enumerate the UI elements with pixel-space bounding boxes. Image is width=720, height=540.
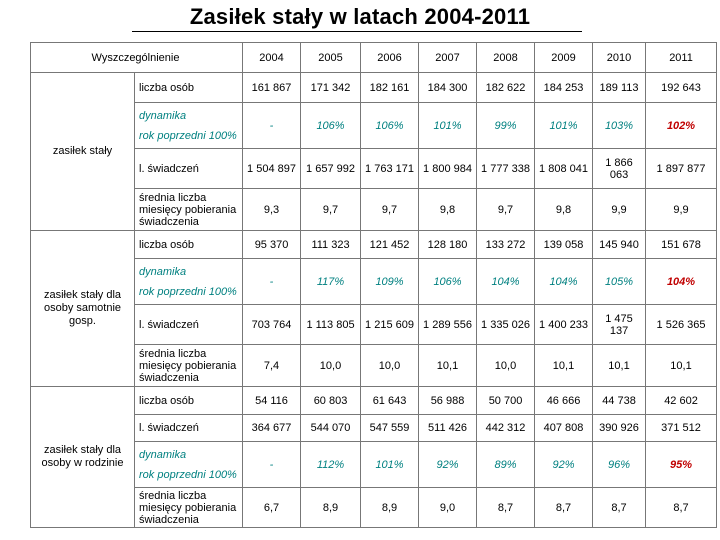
measure-label: l. świadczeń [135, 415, 243, 442]
measure-label: średnia liczba miesięcy pobierania świadczenia [135, 488, 243, 528]
year-header: 2009 [535, 43, 593, 73]
year-header: 2006 [361, 43, 419, 73]
table-cell: 92% [535, 442, 593, 488]
table-cell: 10,0 [301, 345, 361, 387]
table-cell: 1 215 609 [361, 305, 419, 345]
year-header: 2005 [301, 43, 361, 73]
table-cell: 99% [477, 103, 535, 149]
table-cell: 151 678 [646, 231, 717, 259]
measure-label [135, 103, 243, 149]
table-cell: 8,9 [361, 488, 419, 528]
table-cell: 8,7 [477, 488, 535, 528]
table-cell: 9,8 [535, 189, 593, 231]
table-cell: 103% [593, 103, 646, 149]
table-cell: 8,7 [593, 488, 646, 528]
table-cell: 95 370 [243, 231, 301, 259]
table-cell: 390 926 [593, 415, 646, 442]
table-cell: 105% [593, 259, 646, 305]
table-cell: 1 657 992 [301, 149, 361, 189]
table-cell: 104% [535, 259, 593, 305]
table-cell: 56 988 [419, 387, 477, 415]
table-cell: 184 300 [419, 73, 477, 103]
header-label: Wyszczególnienie [31, 43, 243, 73]
measure-label: l. świadczeń [135, 149, 243, 189]
table-row [31, 231, 717, 259]
table-cell: - [243, 442, 301, 488]
table-cell: 9,9 [593, 189, 646, 231]
table-cell: 121 452 [361, 231, 419, 259]
measure-label: średnia liczba miesięcy pobierania świadczenia [135, 345, 243, 387]
table-cell: 182 622 [477, 73, 535, 103]
dynamika-basis-label: rok poprzedni 100% [139, 129, 237, 142]
table-cell: 192 643 [646, 73, 717, 103]
table-cell: 184 253 [535, 73, 593, 103]
table-cell: 1 777 338 [477, 149, 535, 189]
table-cell: 9,7 [301, 189, 361, 231]
table-cell: 544 070 [301, 415, 361, 442]
table-cell: 106% [419, 259, 477, 305]
group-label: zasiłek stały dla osoby w rodzinie [31, 387, 135, 528]
table-cell: 1 866 063 [593, 149, 646, 189]
table-cell: 407 808 [535, 415, 593, 442]
table-cell: 1 475 137 [593, 305, 646, 345]
table-cell: 1 808 041 [535, 149, 593, 189]
table-cell: 364 677 [243, 415, 301, 442]
table-cell: 61 643 [361, 387, 419, 415]
table-cell: - [243, 103, 301, 149]
table-cell: 106% [301, 103, 361, 149]
table-cell: 104% [646, 259, 717, 305]
table-cell: 9,0 [419, 488, 477, 528]
year-header: 2007 [419, 43, 477, 73]
table-cell: 371 512 [646, 415, 717, 442]
year-header: 2004 [243, 43, 301, 73]
measure-label: liczba osób [135, 387, 243, 415]
table-cell: 92% [419, 442, 477, 488]
table-cell: 133 272 [477, 231, 535, 259]
table-cell: 9,7 [361, 189, 419, 231]
dynamika-label: dynamika [139, 109, 187, 122]
table-cell: 104% [477, 259, 535, 305]
table-cell: 1 897 877 [646, 149, 717, 189]
table-cell: 1 400 233 [535, 305, 593, 345]
group-label: zasiłek stały dla osoby samotnie gosp. [31, 231, 135, 387]
table-cell: 8,7 [535, 488, 593, 528]
dynamika-basis-label: rok poprzedni 100% [139, 468, 237, 481]
table-cell: 102% [646, 103, 717, 149]
table-cell: 182 161 [361, 73, 419, 103]
table-row [31, 73, 717, 103]
table-cell: 109% [361, 259, 419, 305]
measure-label: liczba osób [135, 73, 243, 103]
table-cell: 106% [361, 103, 419, 149]
group-label: zasiłek stały [31, 73, 135, 231]
table-cell: 703 764 [243, 305, 301, 345]
table-cell: 1 335 026 [477, 305, 535, 345]
table-cell: 1 800 984 [419, 149, 477, 189]
table-cell: 60 803 [301, 387, 361, 415]
table-cell: 10,0 [361, 345, 419, 387]
table-cell: 10,1 [535, 345, 593, 387]
dynamika-label: dynamika [139, 265, 187, 278]
table-cell: 10,1 [593, 345, 646, 387]
table-cell: 6,7 [243, 488, 301, 528]
table-cell: 161 867 [243, 73, 301, 103]
table-cell: 42 602 [646, 387, 717, 415]
table-cell: 9,7 [477, 189, 535, 231]
table-cell: 117% [301, 259, 361, 305]
table-cell: 511 426 [419, 415, 477, 442]
table-cell: 101% [419, 103, 477, 149]
table-cell: 9,8 [419, 189, 477, 231]
table-cell: 442 312 [477, 415, 535, 442]
table-cell: 9,9 [646, 189, 717, 231]
table-cell: 10,1 [419, 345, 477, 387]
year-header: 2008 [477, 43, 535, 73]
measure-label [135, 259, 243, 305]
table-cell: 547 559 [361, 415, 419, 442]
table-cell: 101% [535, 103, 593, 149]
table-cell: 10,0 [477, 345, 535, 387]
table-cell: 8,9 [301, 488, 361, 528]
header-row [31, 43, 717, 73]
table-cell: 50 700 [477, 387, 535, 415]
table-cell: 111 323 [301, 231, 361, 259]
table-cell: 139 058 [535, 231, 593, 259]
page-title: Zasiłek stały w latach 2004-2011 [189, 4, 531, 29]
table-cell: 1 289 556 [419, 305, 477, 345]
measure-label [135, 442, 243, 488]
table-cell: 1 113 805 [301, 305, 361, 345]
table-cell: 189 113 [593, 73, 646, 103]
table-cell: 1 504 897 [243, 149, 301, 189]
year-header: 2011 [646, 43, 717, 73]
measure-label: średnia liczba miesięcy pobierania świadczenia [135, 189, 243, 231]
table-cell: 7,4 [243, 345, 301, 387]
table-cell: 44 738 [593, 387, 646, 415]
table-cell: 9,3 [243, 189, 301, 231]
table-cell: 8,7 [646, 488, 717, 528]
dynamika-label: dynamika [139, 448, 187, 461]
year-header: 2010 [593, 43, 646, 73]
table-cell: 128 180 [419, 231, 477, 259]
data-table [30, 42, 717, 528]
table-cell: 10,1 [646, 345, 717, 387]
table-cell: 54 116 [243, 387, 301, 415]
table-cell: 95% [646, 442, 717, 488]
table-cell: 145 940 [593, 231, 646, 259]
table-cell: 171 342 [301, 73, 361, 103]
measure-label: l. świadczeń [135, 305, 243, 345]
dynamika-basis-label: rok poprzedni 100% [139, 285, 237, 298]
table-cell: 112% [301, 442, 361, 488]
table-cell: 96% [593, 442, 646, 488]
table-cell: 1 763 171 [361, 149, 419, 189]
table-cell: 101% [361, 442, 419, 488]
measure-label: liczba osób [135, 231, 243, 259]
table-row [31, 387, 717, 415]
title-underline [132, 31, 582, 32]
table-cell: - [243, 259, 301, 305]
table-cell: 1 526 365 [646, 305, 717, 345]
table-cell: 46 666 [535, 387, 593, 415]
table-cell: 89% [477, 442, 535, 488]
